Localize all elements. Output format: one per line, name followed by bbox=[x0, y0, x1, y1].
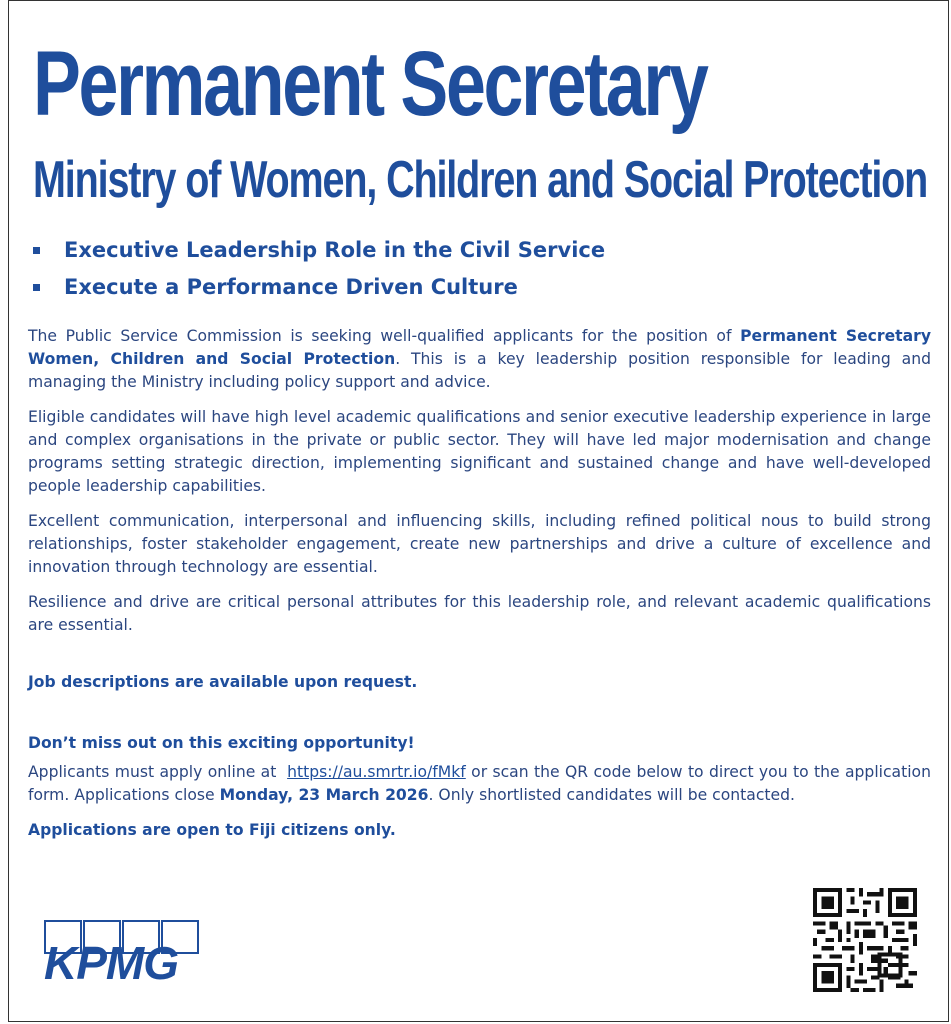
bullet-square-icon bbox=[33, 284, 40, 291]
qr-code-icon[interactable] bbox=[813, 888, 917, 992]
intro-text-end: . This is a key leadership position responsible for leading and managing the Ministry including policy support and advice. bbox=[28, 350, 931, 391]
list-item-label: Execute a Performance Driven Culture bbox=[64, 275, 518, 299]
job-descriptions-note: Job descriptions are available upon request. bbox=[28, 673, 418, 691]
apply-text: Applicants must apply online at bbox=[28, 763, 288, 781]
advert-body bbox=[28, 325, 931, 842]
attributes-paragraph: Resilience and drive are critical personal attributes for this leadership role, and relevant academic qualifications are essential. bbox=[28, 593, 931, 634]
closing-date: Monday, 23 March 2026 bbox=[219, 786, 429, 804]
eligibility-paragraph: Eligible candidates will have high level academic qualifications and senior executive leadership experience in large and complex organisations in the private or public sector. They will have led major modernisation and change programs setting strategic direction, implementing significant and sustained change and have well-developed people leadership capabilities. bbox=[28, 408, 931, 495]
list-item-label: Executive Leadership Role in the Civil Service bbox=[64, 238, 606, 262]
citizenship-note: Applications are open to Fiji citizens only. bbox=[28, 821, 396, 839]
list-item bbox=[33, 232, 605, 269]
intro-text: The Public Service Commission is seeking well-qualified applicants for the position of bbox=[28, 327, 741, 345]
highlight-list bbox=[33, 232, 605, 306]
apply-text-end: . Only shortlisted candidates will be contacted. bbox=[428, 786, 795, 804]
apply-paragraph bbox=[28, 761, 931, 807]
opportunity-heading: Don’t miss out on this exciting opportunity! bbox=[28, 734, 415, 752]
apply-text-mid: or scan the QR code below to direct you to the application form. Applications close bbox=[28, 763, 931, 804]
ministry-subtitle: Ministry of Women, Children and Social Protection bbox=[33, 151, 928, 209]
kpmg-logo bbox=[44, 920, 209, 988]
list-item bbox=[33, 269, 605, 306]
skills-paragraph: Excellent communication, interpersonal and influencing skills, including refined political nous to build strong relationships, foster stakeholder engagement, create new partnerships and drive a culture of excellence and innovation through technology are essential. bbox=[28, 512, 931, 576]
bullet-square-icon bbox=[33, 247, 40, 254]
position-name: Permanent Secretary Women, Children and Social Protection bbox=[28, 327, 931, 368]
page-title: Permanent Secretary bbox=[33, 33, 707, 135]
logo-wordmark: KPMG bbox=[44, 937, 178, 989]
intro-paragraph bbox=[28, 325, 931, 394]
application-link[interactable]: https://au.smrtr.io/fMkf bbox=[287, 763, 466, 781]
